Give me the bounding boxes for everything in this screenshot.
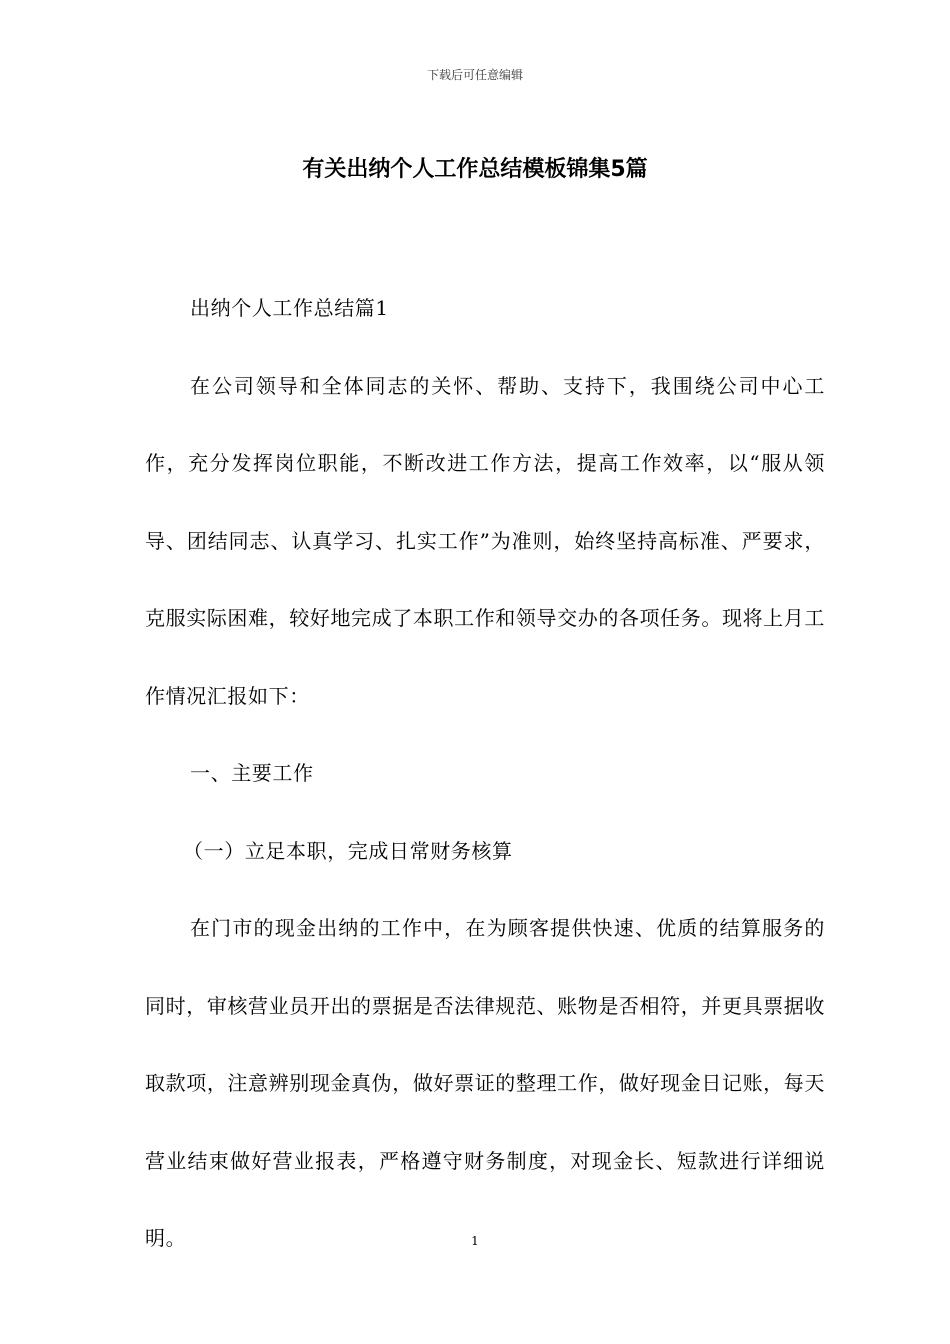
subsection-heading: （一）立足本职，完成日常财务核算	[183, 838, 513, 863]
body-paragraph: 在公司领导和全体同志的关怀、帮助、支持下，我围绕公司中心工作，充分发挥岗位职能，不断改进工作方法，提高工作效率，以“服从领导、团结同志、认真学习、扎实工作”为准则，始终坚持高标准、严要求，克服实际困难，较好地完成了本职工作和领导交办的各项任务。现将上月工作情况汇报如下：	[145, 373, 825, 708]
document-title: 有关出纳个人工作总结模板锦集5篇	[302, 157, 648, 182]
section-heading: 出纳个人工作总结篇1	[190, 296, 389, 320]
document-body	[145, 270, 825, 1278]
section-heading: 一、主要工作	[190, 761, 314, 785]
page-number: 1	[471, 1234, 479, 1248]
body-paragraph: 在门市的现金出纳的工作中，在为顾客提供快速、优质的结算服务的同时，审核营业员开出的票据是否法律规范、账物是否相符，并更具票据收取款项，注意辨别现金真伪，做好票证的整理工作，做好现金日记账，每天营业结束做好营业报表，严格遵守财务制度，对现金长、短款进行详细说明。	[145, 916, 825, 1250]
header-note: 下载后可任意编辑	[426, 68, 523, 82]
